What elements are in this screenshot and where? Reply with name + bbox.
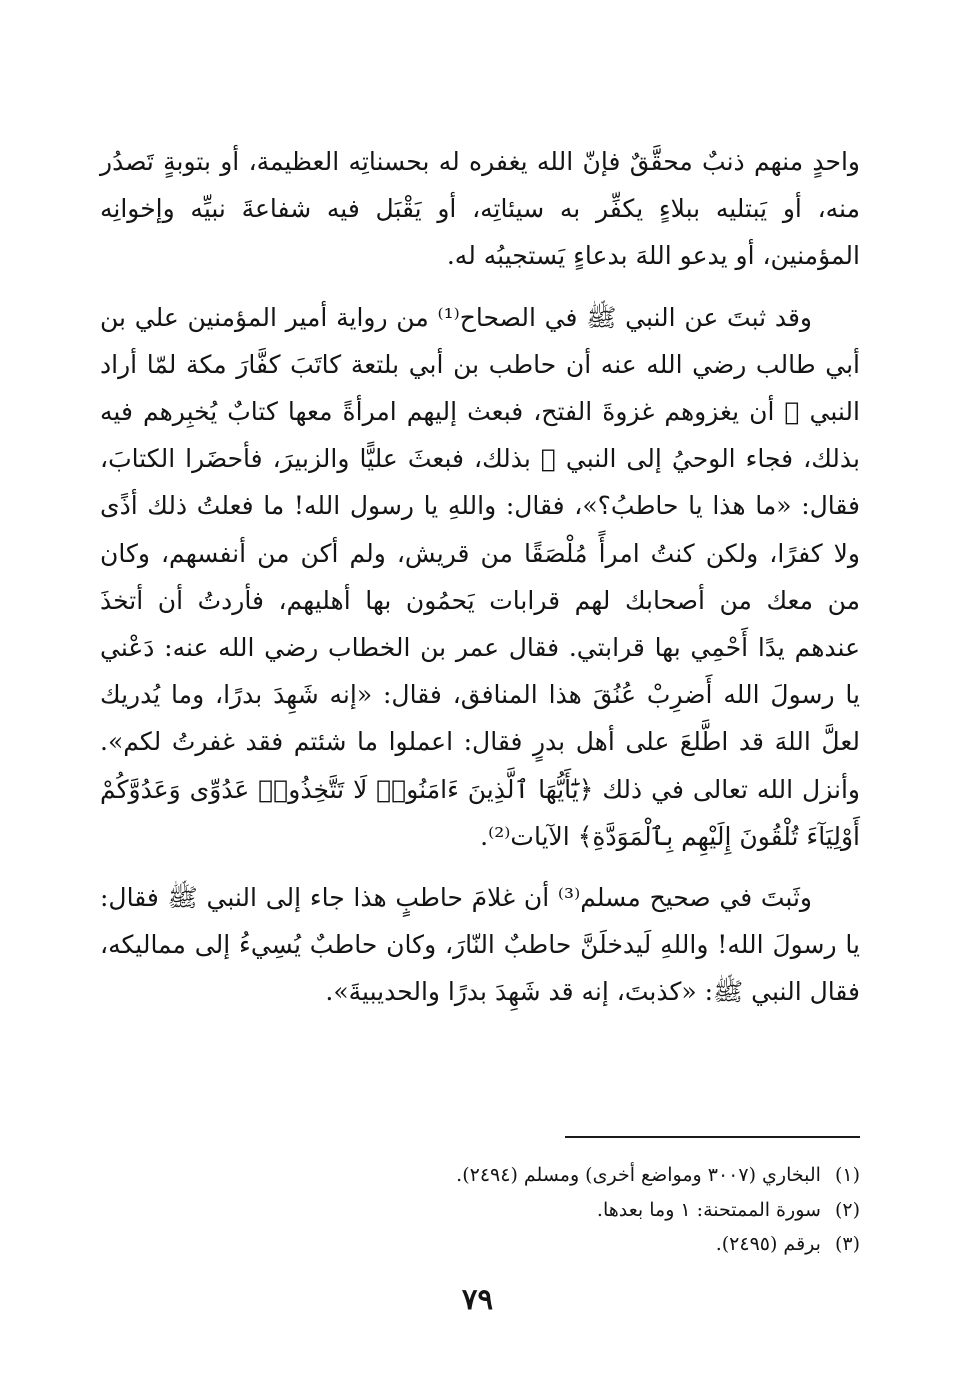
paragraph-2: وقد ثبتَ عن النبي ﷺ في الصحاح⁽¹⁾ من رواية أمير المؤمنين علي بن أبي طالب رضي الله عنه أن حاطب بن أبي بلتعة كاتَبَ كفَّارَ مكة لمّا أراد النبي ﷺ أن يغزوهم غزوةَ الفتح، فبعث إليهم امرأةً معها كتابٌ يُخبِرهم فيه بذلك، فجاء الوحيُ إلى النبي ﷺ بذلك، فبعثَ عليًّا والزبيرَ، فأحضَرا الكتابَ، فقال: «ما هذا يا حاطبُ؟»، فقال: واللهِ يا رسول الله! ما فعلتُ ذلك أذًى ولا كفرًا، ولكن كنتُ امرأً مُلْصَقًا من قريش، ولم أكن من أنفسهم، وكان من معك من أصحابك لهم قرابات يَحمُون بها أهليهم، فأردتُ أن أتخذَ عندهم يدًا أَحْمِي بها قرابتي. فقال عمر بن الخطاب رضي الله عنه: دَعْني يا رسولَ الله أَضرِبْ عُنُقَ هذا المنافق، فقال: «إنه شَهِدَ بدرًا، وما يُدريك لعلَّ اللهَ قد اطَّلعَ على أهل بدرٍ فقال: اعملوا ما شئتم فقد غفرتُ لكم». وأنزل الله تعالى في ذلك ﴿يَٰٓأَيُّهَا ٱلَّذِينَ ءَامَنُوا۟ لَا تَتَّخِذُوا۟ عَدُوِّى وَعَدُوَّكُمْ أَوْلِيَآءَ تُلْقُونَ إِلَيْهِم بِٱلْمَوَدَّةِ﴾ الآيات⁽²⁾.	[100, 302, 860, 851]
footnote-number: (٣)	[834, 1233, 860, 1255]
body-text	[100, 138, 860, 1016]
footnote-text: برقم (٢٤٩٥).	[715, 1233, 821, 1255]
footnote-1	[100, 1158, 860, 1193]
paragraph-1: واحدٍ منهم ذنبٌ محقَّقٌ فإنّ الله يغفره له بحسناتِه العظيمة، أو بتوبةٍ تَصدُر منه، أو يَبتليه ببلاءٍ يكفِّر به سيئاتِه، أو يَقْبَل فيه شفاعةَ نبيِّه وإخوانِه المؤمنين، أو يدعو اللهَ بدعاءٍ يَستجيبُه له.	[100, 147, 860, 271]
footnote-text: سورة الممتحنة: ١ وما بعدها.	[596, 1198, 821, 1221]
footnote-number: (٢)	[834, 1198, 860, 1221]
footnote-separator	[565, 1136, 860, 1138]
footnote-text: البخاري (٣٠٠٧ ومواضع أخرى) ومسلم (٢٤٩٤).	[456, 1164, 821, 1186]
paragraph-3: وثَبتَ في صحيح مسلم⁽³⁾ أن غلامَ حاطبٍ هذا جاء إلى النبي ﷺ فقال: يا رسولَ الله! واللهِ لَيدخلَنَّ حاطبٌ النّارَ، وكان حاطبٌ يُسِيءُ إلى مماليكه، فقال النبي ﷺ: «كذبتَ، إنه قد شَهِدَ بدرًا والحديبيةَ».	[100, 883, 860, 1007]
footnote-2	[100, 1193, 860, 1228]
footnote-number: (١)	[834, 1164, 860, 1186]
footnotes	[100, 1158, 860, 1262]
page-number: ٧٩	[461, 1282, 494, 1316]
footnote-3	[100, 1227, 860, 1262]
